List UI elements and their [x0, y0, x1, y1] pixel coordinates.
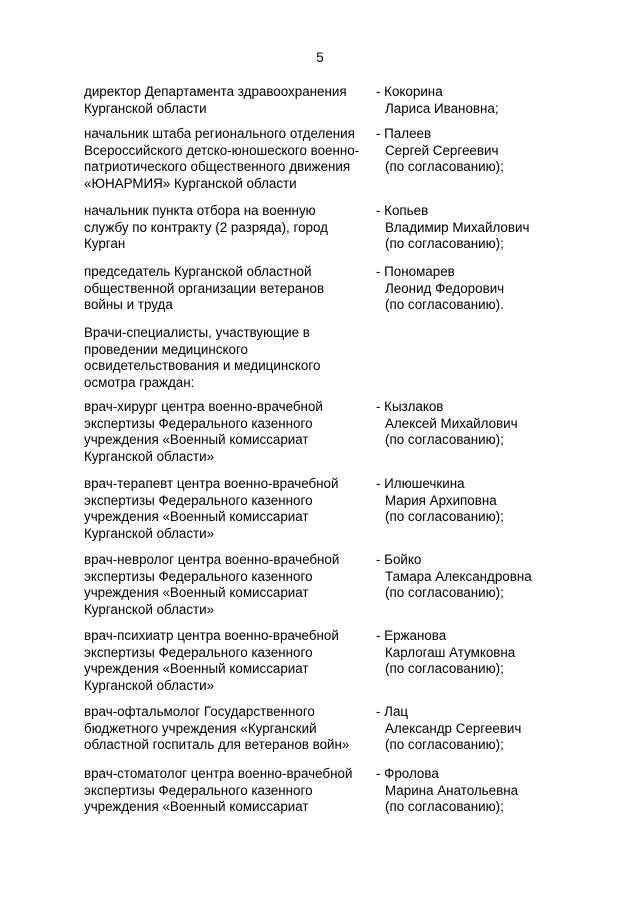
person-name: Тамара Александровна	[385, 568, 532, 584]
role-line: врач-стоматолог центра военно-врачебной	[84, 766, 353, 781]
entry-person	[376, 84, 554, 117]
role-line: экспертизы Федерального казенного	[84, 782, 313, 798]
role-line: начальник штаба регионального отделения	[84, 126, 355, 141]
entry-role	[84, 766, 369, 816]
entry-person	[376, 476, 554, 526]
person-surname: - Копьев	[376, 203, 429, 218]
role-line: учреждения «Военный комиссариат	[84, 585, 309, 600]
role-line: врач-офтальмолог Государственного	[84, 704, 315, 719]
person-surname: - Ержанова	[376, 628, 447, 643]
person-name: Мария Архиповна	[385, 492, 497, 508]
entry-person	[376, 399, 554, 449]
entry-person	[376, 628, 554, 678]
person-note: (по согласованию);	[385, 799, 504, 814]
entry-role	[84, 476, 369, 542]
person-note: (по согласованию);	[385, 159, 504, 174]
person-name: Алексей Михайлович	[385, 415, 518, 431]
person-note: (по согласованию);	[385, 509, 504, 524]
entry-role	[84, 704, 369, 754]
role-line: Курганской области»	[84, 677, 215, 693]
role-line: службу по контракту (2 разряда), город	[84, 219, 328, 235]
role-line: Курганской области»	[84, 601, 215, 617]
role-line: бюджетного учреждения «Курганский	[84, 720, 317, 736]
heading-line: осмотра граждан:	[84, 374, 195, 390]
entry-role	[84, 628, 369, 694]
role-line: учреждения «Военный комиссариат	[84, 661, 309, 676]
person-surname: - Кызлаков	[376, 399, 444, 414]
heading-line: проведении медицинского	[84, 341, 248, 357]
person-name: Марина Анатольевна	[385, 782, 519, 798]
entry-person	[376, 203, 554, 253]
person-note: (по согласованию);	[385, 585, 504, 600]
role-line: экспертизы Федерального казенного	[84, 568, 313, 584]
person-surname: - Палеев	[376, 126, 432, 141]
person-note: (по согласованию);	[385, 236, 504, 251]
entry-role	[84, 203, 369, 253]
person-note: (по согласованию).	[385, 297, 504, 312]
entry-person	[376, 766, 554, 816]
person-note: (по согласованию);	[385, 661, 504, 676]
person-name: Сергей Сергеевич	[385, 142, 499, 158]
person-surname: - Пономарев	[376, 264, 455, 279]
entry-person	[376, 704, 554, 754]
person-name: Леонид Федорович	[385, 280, 505, 296]
role-line: Всероссийского детско-юношеского военно-	[84, 142, 360, 158]
role-line: учреждения «Военный комиссариат	[84, 509, 309, 524]
entry-role	[84, 84, 369, 117]
role-line: экспертизы Федерального казенного	[84, 644, 313, 660]
role-line: Курган	[84, 236, 126, 251]
role-line: директор Департамента здравоохранения	[84, 84, 347, 99]
entry-role	[84, 325, 369, 391]
role-line: врач-невролог центра военно-врачебной	[84, 552, 340, 567]
person-surname: - Бойко	[376, 552, 422, 567]
entry-role	[84, 552, 369, 618]
role-line: экспертизы Федерального казенного	[84, 415, 313, 431]
role-line: Курганской области»	[84, 448, 215, 464]
role-line: председатель Курганской областной	[84, 264, 312, 279]
role-line: врач-психиатр центра военно-врачебной	[84, 628, 339, 643]
person-surname: - Лац	[376, 704, 409, 719]
person-note: (по согласованию);	[385, 737, 504, 752]
role-line: «ЮНАРМИЯ» Курганской области	[84, 175, 297, 191]
role-line: врач-хирург центра военно-врачебной	[84, 399, 323, 414]
role-line: патриотического общественного движения	[84, 159, 351, 174]
entry-person	[376, 264, 554, 314]
role-line: начальник пункта отбора на военную	[84, 203, 316, 218]
role-line: Курганской области»	[84, 525, 215, 541]
person-note: (по согласованию);	[385, 432, 504, 447]
role-line: Курганской области	[84, 100, 207, 116]
person-name: Владимир Михайлович	[385, 219, 530, 235]
role-line: войны и труда	[84, 297, 173, 312]
heading-line: Врачи-специалисты, участвующие в	[84, 325, 310, 340]
role-line: общественной организации ветеранов	[84, 280, 325, 296]
role-line: экспертизы Федерального казенного	[84, 492, 313, 508]
heading-line: освидетельствования и медицинского	[84, 358, 321, 373]
entry-role	[84, 264, 369, 314]
person-name: Карлогаш Атумковна	[385, 644, 516, 660]
page-number: 5	[316, 50, 324, 65]
entry-role	[84, 399, 369, 465]
entry-person	[376, 126, 554, 176]
entry-person	[376, 552, 554, 602]
person-surname: - Илюшечкина	[376, 476, 465, 491]
person-surname: - Кокорина	[376, 84, 443, 99]
role-line: врач-терапевт центра военно-врачебной	[84, 476, 339, 491]
role-line: учреждения «Военный комиссариат	[84, 432, 309, 447]
person-surname: - Фролова	[376, 766, 439, 781]
role-line: областной госпиталь для ветеранов войн»	[84, 737, 350, 752]
person-name: Лариса Ивановна;	[385, 100, 499, 116]
person-name: Александр Сергеевич	[385, 720, 522, 736]
role-line: учреждения «Военный комиссариат	[84, 799, 309, 814]
entry-role	[84, 126, 369, 192]
